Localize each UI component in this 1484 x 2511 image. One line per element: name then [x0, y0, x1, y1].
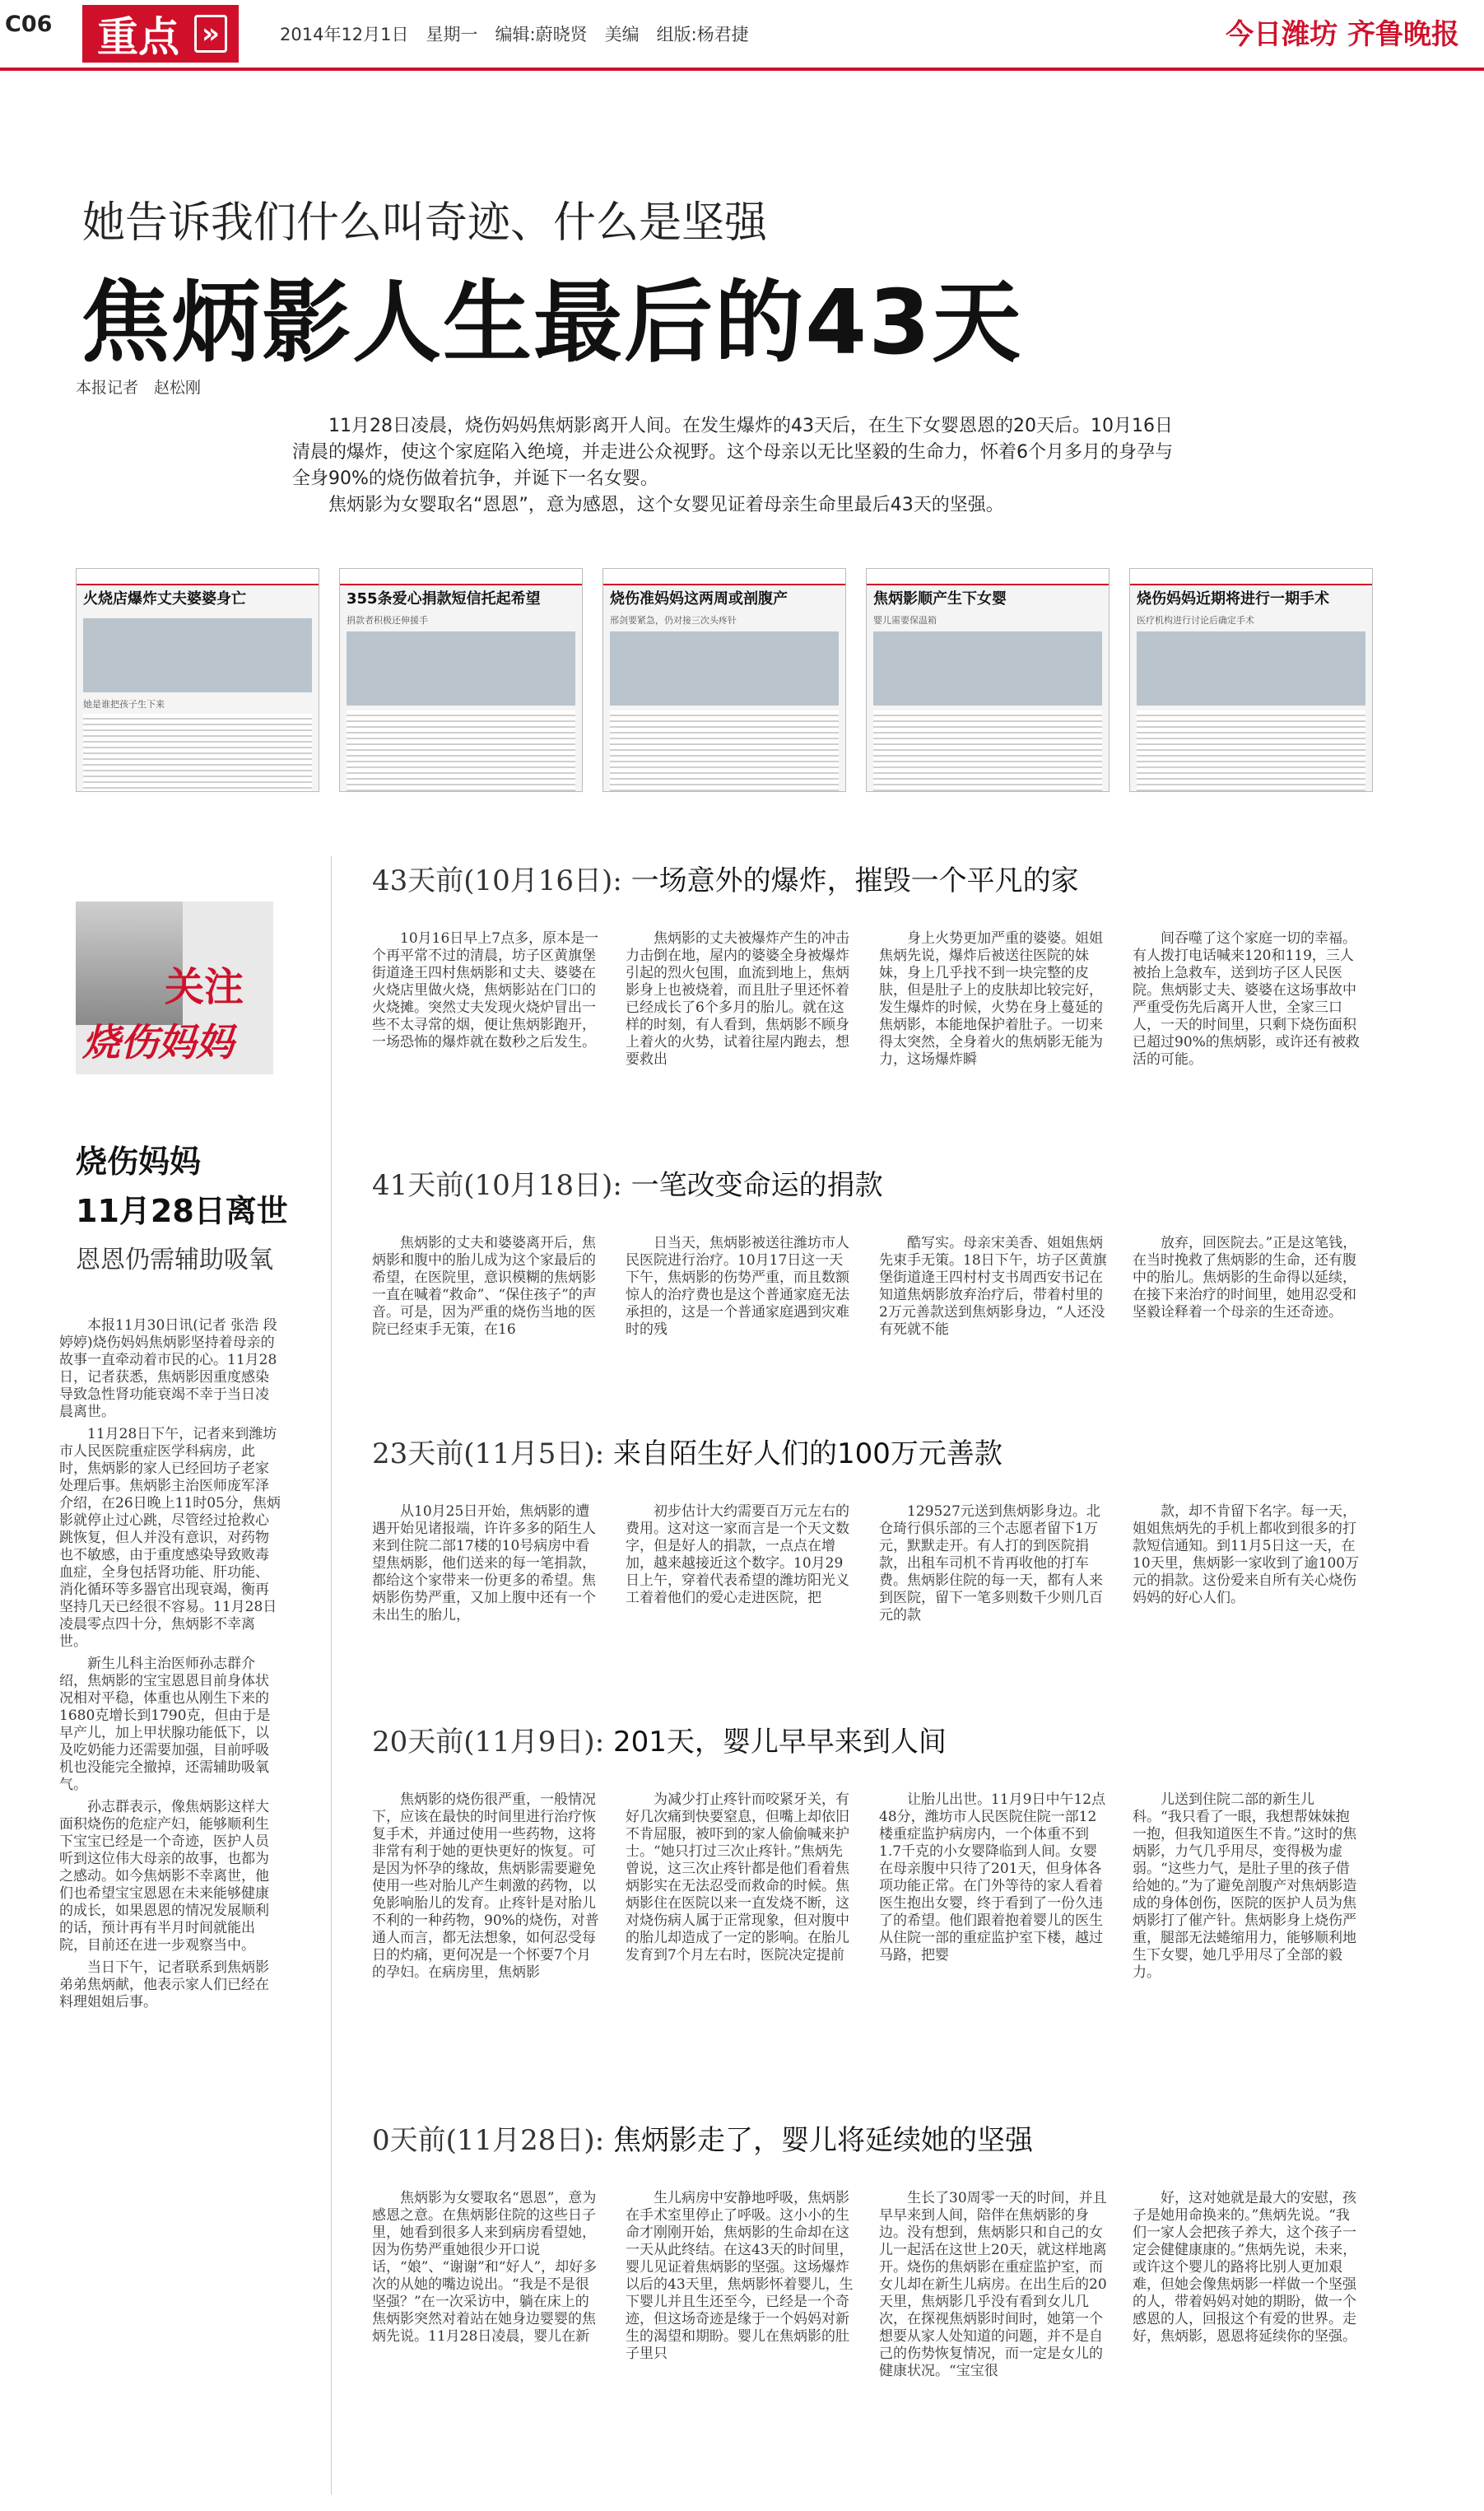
section-date: 0天前(11月28日):	[372, 2124, 605, 2157]
text-column: 儿送到住院二部的新生儿科。“我只看了一眼，我想帮妹妹抱一抱，但我知道医生不肯。”这时的焦炳影，力气几乎用尽，变得极为虚弱。“这些力气，是肚子里的孩子借给她的。”为了避免剖腹产对焦炳影造成的身体创伤，医院的医护人员为焦炳影打了催产针。焦炳影身上烧伤严重，腿部无法蜷缩用力，能够顺利地生下女婴，她几乎用尽了全部的毅力。	[1133, 1791, 1357, 1981]
section-title: 一笔改变命运的捐款	[630, 1169, 883, 1202]
article-subtitle: 她告诉我们什么叫奇迹、什么是坚强	[82, 198, 768, 248]
thumbnail-title: 烧伤准妈妈这两周或剖腹产	[610, 590, 788, 608]
feature-label: 关注	[165, 964, 244, 1010]
text-column: 129527元送到焦炳影身边。北仓琦行俱乐部的三个志愿者留下1万元，默默走开。有人打的到医院捐款，出租车司机不肯再收他的打车费。焦炳影住院的每一天，都有人来到医院，留下一笔多则数千少则几百元的款	[879, 1503, 1103, 1624]
section-date: 41天前(10月18日):	[372, 1169, 622, 1202]
masthead: 今日潍坊 齐鲁晚报	[1226, 18, 1459, 51]
sidebar-subheading: 恩恩仍需辅助吸氧	[76, 1246, 273, 1274]
sidebar-paragraph: 新生儿科主治医师孙志群介绍，焦炳影的宝宝恩恩目前身体状况相对平稳，体重也从刚生下来的1680克增长到1790克，但由于是早产儿，加上甲状腺功能低下，以及吃奶能力还需要加强，目前呼吸机也没能完全撤掉，还需辅助吸氧气。	[59, 1656, 271, 1793]
thumbnail-photo	[873, 631, 1102, 706]
issue-meta: 2014年12月1日 星期一 编辑:蔚晓贤 美编 组版:杨君捷	[280, 25, 749, 44]
thumbnail-title: 火烧店爆炸丈夫婆婆身亡	[83, 590, 246, 608]
section-date: 43天前(10月16日):	[372, 864, 622, 897]
section-title: 201天，婴儿早早来到人间	[612, 1726, 947, 1759]
byline: 本报记者 赵松刚	[76, 379, 202, 397]
thumbnail-subtitle: 医疗机构进行讨论后确定手术	[1137, 615, 1254, 626]
lead-paragraph	[292, 413, 1189, 519]
thumbnail-title: 355条爱心捐款短信托起希望	[347, 590, 541, 608]
section-date: 23天前(11月5日):	[372, 1437, 605, 1470]
thumbnail-subtitle: 邢剑要紧急，仍对接三次头疼针	[610, 615, 737, 626]
thumbnail-text	[83, 714, 312, 792]
thumbnail-text	[873, 710, 1102, 792]
text-column: 身上火势更加严重的婆婆。姐姐焦炳先说，爆炸后被送往医院的妹妹，身上几乎找不到一块完整的皮肤，但是肚子上的皮肤却比较完好，发生爆炸的时候，火势在身上蔓延的焦炳影，本能地保护着肚子。一切来得太突然，全身着火的焦炳影无能为力，这场爆炸瞬	[879, 930, 1103, 1068]
feature-topic: 烧伤妈妈	[82, 1020, 234, 1064]
thumbnail-photo	[347, 631, 575, 706]
chevron-right-icon: »	[194, 15, 227, 53]
text-column: 让胎儿出世。11月9日中午12点48分，潍坊市人民医院住院一部12楼重症监护病房内，一个体重不到1.7千克的小女婴降临到人间。女婴在母亲腹中只待了201天，但身体各项功能正常。在门外等待的家人看着医生抱出女婴，终于看到了一份久违了的希望。他们跟着抱着婴儿的医生从住院一部的重症监护室下楼，越过马路，把婴	[879, 1791, 1106, 1964]
thumbnail-subtitle: 捐款者积极还伸援手	[347, 615, 428, 626]
lead-text: 11月28日凌晨，烧伤妈妈焦炳影离开人间。在发生爆炸的43天后，在生下女婴恩恩的20天后。10月16日清晨的爆炸，使这个家庭陷入绝境，并走进公众视野。这个母亲以无比坚毅的生命力，怀着6个月多月的身孕与全身90%的烧伤做着抗争，并诞下一名女婴。	[292, 416, 1174, 489]
section-body	[372, 2190, 1363, 2380]
text-column: 为减少打止疼针而咬紧牙关，有好几次痛到快要窒息，但嘴上却依旧不肯屈服，被吓到的家人偷偷喊来护士。“她只打过三次止疼针。”焦炳先曾说，这三次止疼针都是他们看着焦炳影实在无法忍受而救命的时候。焦炳影住在医院以来一直发烧不断，这对烧伤病人属于正常现象，但对腹中的胎儿却造成了一定的影响。在胎儿发育到7个月左右时，医院决定提前	[626, 1791, 849, 1964]
section-body	[372, 1791, 1363, 1982]
previous-page-thumbnail	[1129, 568, 1373, 792]
text-column: 焦炳影的烧伤很严重，一般情况下，应该在最快的时间里进行治疗恢复手术，并通过使用一些药物，这将非常有利于她的更快更好的恢复。可是因为怀孕的缘故，焦炳影需要避免使用一些对胎儿产生刺激的药物，以免影响胎儿的发育。止疼针是对胎儿不利的一种药物，90%的烧伤，对普通人而言，都无法想象，如何忍受每日的灼痛，更何况是一个怀要7个月的孕妇。在病房里，焦炳影	[372, 1791, 599, 1981]
section-date: 20天前(11月9日):	[372, 1726, 605, 1759]
section-tag	[82, 5, 239, 63]
thumbnail-text	[1137, 710, 1365, 792]
text-column: 款，却不肯留下名字。每一天，姐姐焦炳先的手机上都收到很多的打款短信通知。到11月5日这一天，在10天里，焦炳影一家收到了逾100万元的捐款。这份爱来自所有关心烧伤妈妈的好心人们。	[1133, 1503, 1360, 1606]
section-heading	[372, 1719, 947, 1759]
section-heading	[372, 858, 1079, 898]
text-column: 10月16日早上7点多，原本是一个再平常不过的清晨，坊子区黄旗堡街道逄王四村焦炳影和丈夫、婆婆在火烧店里做火烧，焦炳影站在门口的火烧摊。突然丈夫发现火烧炉冒出一些不太寻常的烟，便让焦炳影跑开，一场恐怖的爆炸就在数秒之后发生。	[372, 930, 599, 1051]
column-divider	[331, 856, 332, 2495]
thumbnail-text	[347, 710, 575, 792]
sidebar-paragraph: 本报11月30日讯(记者 张浩 段婷婷)烧伤妈妈焦炳影坚持着母亲的故事一直牵动着市民的心。11月28日，记者获悉，焦炳影因重度感染导致急性肾功能衰竭不幸于当日凌晨离世。	[59, 1317, 277, 1420]
text-column: 焦炳影为女婴取名“恩恩”，意为感恩之意。在焦炳影住院的这些日子里，她看到很多人来到病房看望她，因为伤势严重她很少开口说话，“娘”、“谢谢”和“好人”，却好多次的从她的嘴边说出。“我是不是很坚强？”在一次采访中，躺在床上的焦炳影突然对着站在她身边婴婴的焦炳先说。11月28日凌晨，婴儿在新	[372, 2190, 598, 2345]
sidebar-paragraph: 孙志群表示，像焦炳影这样大面积烧伤的危症产妇，能够顺利生下宝宝已经是一个奇迹，医护人员听到这位伟大母亲的故事，也都为之感动。如今焦炳影不幸离世，他们也希望宝宝恩恩在未来能够健康的成长，如果恩恩的情况发展顺利的话，预计再有半月时间就能出院，目前还在进一步观察当中。	[59, 1799, 269, 1954]
sidebar-heading: 烧伤妈妈	[76, 1144, 202, 1180]
text-column: 生长了30周零一天的时间，并且早早来到人间，陪伴在焦炳影的身边。没有想到，焦炳影只和自己的女儿一起活在这世上20天，就这样地离开。烧伤的焦炳影在重症监护室，而女儿却在新生儿病房。在出生后的20天里，焦炳影几乎没有看到女儿几次，在探视焦炳影时间时，她第一个想要从家人处知道的问题，并不是自己的伤势恢复情况，而一定是女儿的健康状况。“宝宝很	[879, 2190, 1107, 2379]
thumbnail-photo	[83, 618, 312, 692]
thumbnail-photo	[1137, 631, 1365, 706]
previous-page-thumbnail	[866, 568, 1110, 792]
text-column: 从10月25日开始，焦炳影的遭遇开始见诸报端，许许多多的陌生人来到住院二部17楼的10号病房中看望焦炳影，他们送来的每一笔捐款，都给这个家带来一份更多的希望。焦炳影伤势严重，又加上腹中还有一个未出生的胎儿，	[372, 1503, 596, 1624]
section-body	[372, 1235, 1363, 1339]
sidebar-paragraph: 当日下午，记者联系到焦炳影弟弟焦炳献，他表示家人们已经在料理姐姐后事。	[59, 1959, 269, 2010]
text-column: 日当天，焦炳影被送往潍坊市人民医院进行治疗。10月17日这一天下午，焦炳影的伤势严重，而且数额惊人的治疗费也是这个普通家庭无法承担的，这是一个普通家庭遇到灾难时的残	[626, 1235, 849, 1338]
text-column: 好，这对她就是最大的安慰，孩子是她用命换来的。”焦炳先说。“我们一家人会把孩子养大，这个孩子一定会健健康康的。”焦炳先说，未来，或许这个婴儿的路将比别人更加艰难，但她会像焦炳影一样做一个坚强的人，带着妈妈对她的期盼，做一个感恩的人，回报这个有爱的世界。走好，焦炳影，恩恩将延续你的坚强。	[1133, 2190, 1357, 2345]
sidebar-paragraph: 11月28日下午，记者来到潍坊市人民医院重症医学科病房，此时，焦炳影的家人已经回坊子老家处理后事。焦炳影主治医师庞军泽介绍，在26日晚上11时05分，焦炳影就停止过心跳，尽管经过抢救心跳恢复，但人并没有意识，对药物也不敏感，由于重度感染导致败毒血症，全身包括肾功能、肝功能、消化循环等多器官出现衰竭，衡再坚持几天已经很不容易。11月28日凌晨零点四十分，焦炳影不幸离世。	[59, 1426, 281, 1650]
previous-page-thumbnail	[76, 568, 319, 792]
text-column: 初步估计大约需要百万元左右的费用。这对这一家而言是一个天文数字，但是好人的捐款，一点点在增加，越来越接近这个数字。10月29日上午，穿着代表希望的潍坊阳光义工着着他们的爱心走进医院，把	[626, 1503, 849, 1606]
thumbnail-title: 烧伤妈妈近期将进行一期手术	[1137, 590, 1329, 608]
page-number: C06	[5, 12, 53, 37]
thumbnail-photo	[610, 631, 839, 706]
header-divider	[0, 68, 1484, 71]
text-column: 焦炳影的丈夫被爆炸产生的冲击力击倒在地，屋内的婆婆全身被爆炸引起的烈火包围，血流到地上，焦炳影身上也被烧着，而且肚子里还怀着已经成长了6个多月的胎儿。就在这样的时刻，有人看到，焦炳影不顾身上着火的火势，试着往屋内跑去，想要救出	[626, 930, 849, 1068]
sidebar-heading: 11月28日离世	[76, 1193, 288, 1229]
section-body	[372, 930, 1363, 1069]
previous-page-thumbnail	[339, 568, 583, 792]
text-column: 焦炳影的丈夫和婆婆离开后，焦炳影和腹中的胎儿成为这个家最后的希望，在医院里，意识模糊的焦炳影一直在喊着“救命”、“保住孩子”的声音。可是，因为严重的烧伤当地的医院已经束手无策，在16	[372, 1235, 597, 1338]
section-title: 焦炳影走了，婴儿将延续她的坚强	[612, 2124, 1033, 2157]
section-title: 来自陌生好人们的100万元善款	[612, 1437, 1003, 1470]
section-tag-label: 重点	[97, 13, 179, 61]
thumbnail-text	[610, 710, 839, 792]
text-column: 放弃，回医院去。”正是这笔钱，在当时挽救了焦炳影的生命，还有腹中的胎儿。焦炳影的生命得以延续，在接下来治疗的时间里，她用忍受和坚毅诠释着一个母亲的生还奇迹。	[1133, 1235, 1357, 1321]
lead-text: 焦炳影为女婴取名“恩恩”，意为感恩，这个女婴见证着母亲生命里最后43天的坚强。	[328, 495, 1004, 515]
section-heading	[372, 1431, 1003, 1471]
section-body	[372, 1503, 1363, 1624]
thumbnail-subtitle: 婴儿需要保温箱	[873, 615, 937, 626]
text-column: 酷写实。母亲宋美香、姐姐焦炳先束手无策。18日下午，坊子区黄旗堡街道逄王四村村支书周西安书记在知道焦炳影放弃治疗后，带着村里的2万元善款送到焦炳影身边，“人还没有死就不能	[879, 1235, 1107, 1338]
section-heading	[372, 2117, 1033, 2158]
previous-page-thumbnail	[602, 568, 846, 792]
article-title: 焦炳影人生最后的43天	[81, 272, 1023, 375]
section-heading	[372, 1162, 883, 1203]
text-column: 生儿病房中安静地呼吸，焦炳影在手术室里停止了呼吸。这小小的生命才刚刚开始，焦炳影的生命却在这一天从此终结。在这43天的时间里，婴儿见证着焦炳影的坚强。这场爆炸以后的43天里，焦炳影怀着婴儿，生下婴儿并且生还至今，已经是一个奇迹，但这场奇迹是缘于一个妈妈对新生的渴望和期盼。婴儿在焦炳影的肚子里只	[626, 2190, 854, 2362]
sidebar-body	[59, 1317, 281, 2016]
thumbnail-subtitle: 她是谁把孩子生下来	[83, 699, 165, 710]
section-title: 一场意外的爆炸，摧毁一个平凡的家	[630, 864, 1079, 897]
text-column: 间吞噬了这个家庭一切的幸福。有人拨打电话喊来120和119，三人被抬上急救车，送到坊子区人民医院。焦炳影丈夫、婆婆在这场事故中严重受伤先后离开人世，全家三口人，一天的时间里，只剩下烧伤面积已超过90%的焦炳影，或许还有被救活的可能。	[1133, 930, 1360, 1068]
thumbnail-title: 焦炳影顺产生下女婴	[873, 590, 1007, 608]
